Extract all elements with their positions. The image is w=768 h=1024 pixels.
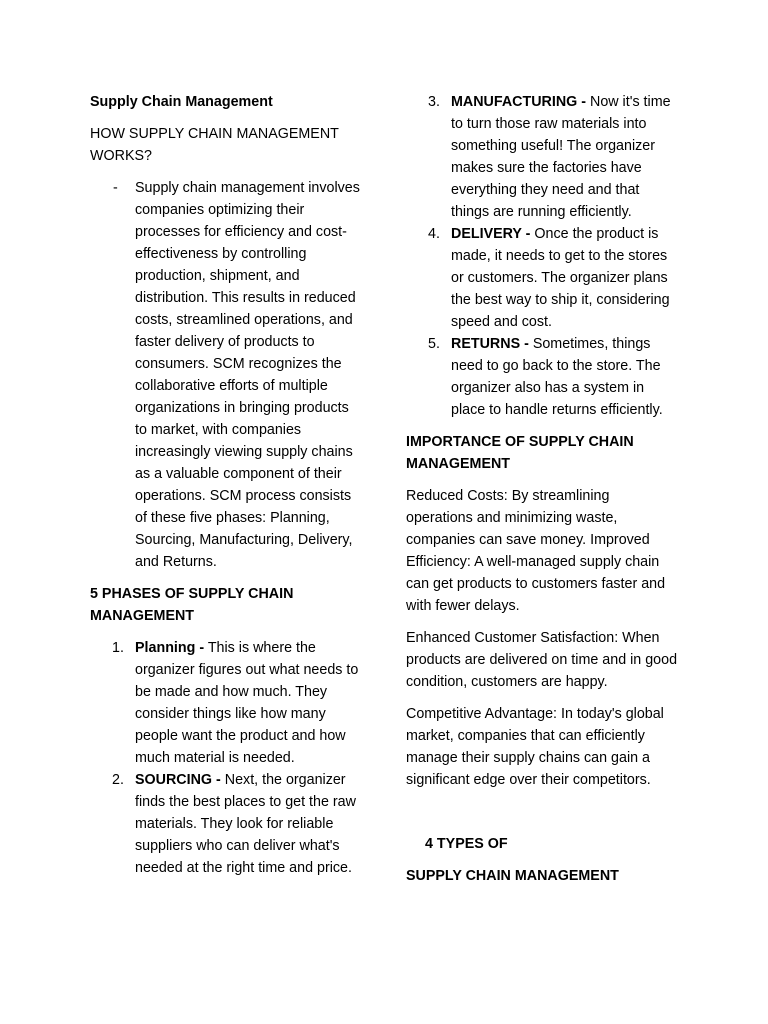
phase-number: 4. — [428, 226, 440, 242]
phase-item-2 — [90, 769, 362, 879]
types-heading-line1: 4 TYPES OF — [425, 836, 508, 852]
phase-item-4 — [406, 223, 678, 333]
phase-title: Planning - — [135, 640, 205, 656]
phase-title: DELIVERY - — [451, 226, 531, 242]
bullet-dash: - — [113, 180, 118, 196]
how-bullet-item — [90, 177, 362, 573]
types-heading-line2: SUPPLY CHAIN MANAGEMENT — [406, 868, 619, 884]
phase-text: Sometimes, things need to go back to the store. The organizer also has a system in place to handle returns efficiently. — [451, 336, 663, 418]
phases-heading: 5 PHASES OF SUPPLY CHAIN MANAGEMENT — [90, 586, 294, 624]
left-column — [90, 91, 362, 889]
importance-paragraph-1: Reduced Costs: By streamlining operations and minimizing waste, companies can save money. Improved Efficiency: A well-managed supply chain can get products to customers faster and with fewer delays. — [406, 488, 666, 614]
phase-text: Next, the organizer finds the best places to get the raw materials. They look for reliable suppliers who can deliver what's needed at the right time and price. — [135, 772, 356, 876]
phase-item-1 — [90, 637, 362, 769]
phases-list-right — [406, 91, 678, 421]
phase-item-3 — [406, 91, 678, 223]
phase-title: RETURNS - — [451, 336, 529, 352]
importance-paragraph-3: Competitive Advantage: In today's global market, companies that can efficiently manage their supply chains can gain a significant edge over their competitors. — [406, 706, 664, 788]
how-heading: HOW SUPPLY CHAIN MANAGEMENT WORKS? — [90, 126, 339, 164]
phase-title: SOURCING - — [135, 772, 221, 788]
phase-number: 1. — [112, 640, 124, 656]
phase-text: Now it's time to turn those raw materials into something useful! The organizer makes sure the factories have everything they need and that things are running efficiently. — [451, 94, 671, 220]
phase-number: 2. — [112, 772, 124, 788]
phase-text: Once the product is made, it needs to get to the stores or customers. The organizer plans the best way to ship it, considering speed and cost. — [451, 226, 670, 330]
right-column — [406, 91, 678, 897]
importance-paragraph-2: Enhanced Customer Satisfaction: When products are delivered on time and in good condition, customers are happy. — [406, 630, 678, 690]
phase-number: 3. — [428, 94, 440, 110]
section-spacer — [406, 801, 678, 833]
phase-item-5 — [406, 333, 678, 421]
phases-list-left — [90, 637, 362, 879]
phase-number: 5. — [428, 336, 440, 352]
document-title: Supply Chain Management — [90, 94, 273, 110]
phase-text: This is where the organizer figures out what needs to be made and how much. They consider things like how many people want the product and how much material is needed. — [135, 640, 359, 766]
how-bullet-text: Supply chain management involves companies optimizing their processes for efficiency and cost-effectiveness by controlling production, shipment, and distribution. This results in reduced costs, streamlined operations, and faster delivery of products to consumers. SCM recognizes the collaborative efforts of multiple organizations in bringing products to market, with companies increasingly viewing supply chains as a valuable component of their operations. SCM process consists of these five phases: Planning, Sourcing, Manufacturing, Delivery, and Returns. — [135, 180, 360, 570]
phase-title: MANUFACTURING - — [451, 94, 587, 110]
importance-heading: IMPORTANCE OF SUPPLY CHAIN MANAGEMENT — [406, 434, 634, 472]
